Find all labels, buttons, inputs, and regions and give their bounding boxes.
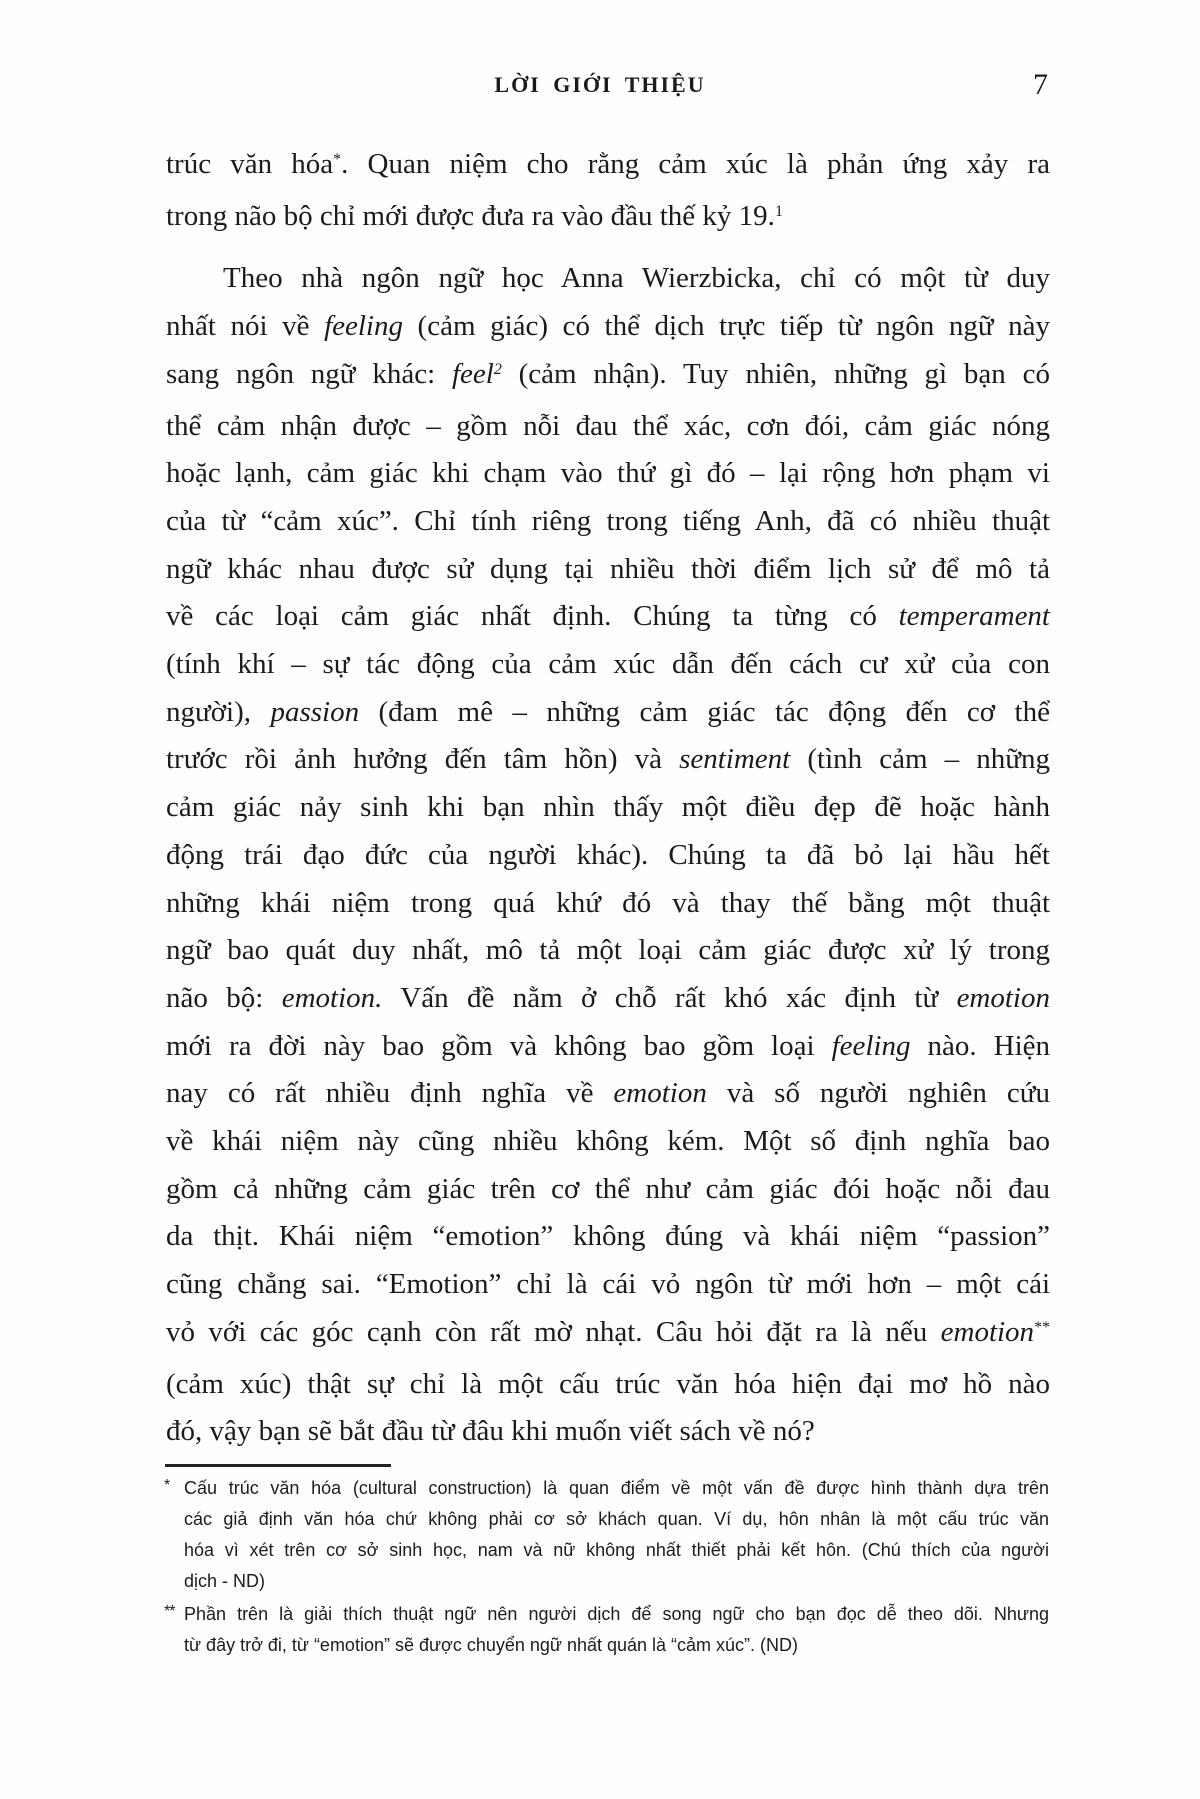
footnote-line: Cấu trúc văn hóa (cultural construction) là quan điểm về một vấn đề được hình thành dựa trên [184,1478,1049,1498]
text-run: sentiment [679,743,791,776]
text-line [166,641,1050,689]
footnote-line: Phần trên là giải thích thuật ngữ nên người dịch để song ngữ cho bạn đọc dễ theo dõi. Nhưng [184,1604,1049,1624]
text-line [166,141,1050,193]
text-line [166,689,1050,737]
footnote [165,1599,1049,1661]
text-run: về các loại cảm giác nhất định. Chúng ta từng có [166,600,899,633]
footnote [165,1473,1049,1597]
text-run: về khái niệm này cũng nhiều không kém. Một số định nghĩa bao [166,1125,1050,1158]
text-run: da thịt. Khái niệm “emotion” không đúng và khái niệm “passion” [166,1220,1050,1253]
text-run: (tình cảm – những [790,743,1050,776]
footnote-line: dịch - ND) [184,1571,266,1591]
paragraph [166,255,1050,1456]
text-line [166,303,1050,351]
text-line [166,1408,1050,1456]
text-run: emotion. [281,981,383,1014]
text-run: 2 [493,361,502,379]
text-run: những khái niệm trong quá khứ đó và thay thế bằng một thuật [166,886,1050,919]
text-run: cũng chẳng sai. “Emotion” chỉ là cái vỏ ngôn từ mới hơn – một cái [166,1268,1050,1301]
text-line [166,450,1050,498]
text-run: Theo nhà ngôn ngữ học Anna Wierzbicka, chỉ có một từ duy [223,262,1050,295]
text-run: ngữ bao quát duy nhất, mô tả một loại cảm giác được xử lý trong [166,934,1050,967]
text-line [166,498,1050,546]
text-run: temperament [898,600,1050,633]
text-run: trong não bộ chỉ mới được đưa ra vào đầu thế kỷ 19. [166,199,775,232]
text-line [166,593,1050,641]
text-line [166,255,1050,303]
text-line [166,927,1050,975]
text-run: ngữ khác nhau được sử dụng tại nhiều thời điểm lịch sử để mô tả [166,552,1050,585]
text-run: não bộ: [166,981,282,1014]
text-run: feeling [831,1029,911,1062]
body-text [166,141,1050,1456]
text-line [166,1070,1050,1118]
text-run: động trái đạo đức của người khác). Chúng ta đã bỏ lại hầu hết [166,838,1050,871]
running-head-title: LỜI GIỚI THIỆU [494,72,706,97]
footnote-line: từ đây trở đi, từ “emotion” sẽ được chuyển ngữ nhất quán là “cảm xúc”. (ND) [184,1635,799,1655]
text-run: gồm cả những cảm giác trên cơ thể như cảm giác đói hoặc nỗi đau [166,1172,1050,1205]
text-run: feeling [324,310,403,343]
footnote-line: các giả định văn hóa chứ không phải cơ sở khách quan. Ví dụ, hôn nhân là một cấu trúc văn [184,1509,1049,1529]
text-run: đó, vậy bạn sẽ bắt đầu từ đâu khi muốn viết sách về nó? [166,1415,815,1448]
text-run: (cảm nhận). Tuy nhiên, những gì bạn có [501,357,1050,390]
text-line [166,193,1050,245]
text-run: emotion [940,1315,1035,1348]
text-line [166,832,1050,880]
text-run: passion [270,695,360,728]
text-line [166,546,1050,594]
text-line [166,1309,1050,1361]
text-run: nay có rất nhiều định nghĩa về [166,1077,614,1110]
text-line [166,1213,1050,1261]
text-run: cảm giác nảy sinh khi bạn nhìn thấy một điều đẹp đẽ hoặc hành [166,791,1050,824]
text-line [166,1166,1050,1214]
text-line [166,880,1050,928]
footnote-separator [165,1464,391,1467]
text-line [166,1361,1050,1409]
text-run: trúc văn hóa [166,148,334,180]
text-run: (cảm xúc) thật sự chỉ là một cấu trúc văn hóa hiện đại mơ hồ nào [166,1367,1050,1400]
page-number: 7 [1033,68,1048,101]
text-run: (cảm giác) có thể dịch trực tiếp từ ngôn ngữ này [402,310,1050,343]
text-run: ** [1034,1319,1050,1337]
text-run: emotion [956,981,1050,1014]
text-run: sang ngôn ngữ khác: [166,357,452,390]
footnotes [165,1473,1049,1661]
text-run: nhất nói về [166,310,325,343]
footnote-line: hóa vì xét trên cơ sở sinh học, nam và nữ không nhất thiết phải kết hôn. (Chú thích của người [184,1540,1049,1560]
text-line [166,403,1050,451]
footnote-marker: ** [164,1603,175,1620]
text-line [166,1023,1050,1071]
text-run: (tính khí – sự tác động của cảm xúc dẫn đến cách cư xử của con [166,648,1050,681]
text-run: feel [451,357,494,390]
text-line [166,784,1050,832]
text-run: và số người nghiên cứu [706,1077,1050,1110]
text-line [166,1118,1050,1166]
text-run: hoặc lạnh, cảm giác khi chạm vào thứ gì đó – lại rộng hơn phạm vi [166,457,1050,490]
text-line [166,1261,1050,1309]
text-run: người), [166,695,271,728]
text-run: mới ra đời này bao gồm và không bao gồm loại [166,1029,832,1062]
paragraph [166,141,1050,244]
text-line [166,736,1050,784]
text-run: Vấn đề nằm ở chỗ rất khó xác định từ [382,981,957,1014]
text-run: trước rồi ảnh hưởng đến tâm hồn) và [166,743,680,776]
text-run: . Quan niệm cho rằng cảm xúc là phản ứng xảy ra [341,148,1050,180]
footnote-marker: * [164,1477,170,1494]
text-line [166,351,1050,403]
text-run: * [333,151,342,169]
text-run: (đam mê – những cảm giác tác động đến cơ thể [359,695,1050,728]
text-line [166,975,1050,1023]
text-run: nào. Hiện [910,1029,1050,1062]
text-run: emotion [613,1077,707,1110]
text-run: của từ “cảm xúc”. Chỉ tính riêng trong tiếng Anh, đã có nhiều thuật [166,504,1050,537]
text-run: thể cảm nhận được – gồm nỗi đau thể xác, cơn đói, cảm giác nóng [166,409,1050,442]
text-run: vỏ với các góc cạnh còn rất mờ nhạt. Câu hỏi đặt ra là nếu [166,1315,941,1348]
text-run: 1 [774,202,783,220]
